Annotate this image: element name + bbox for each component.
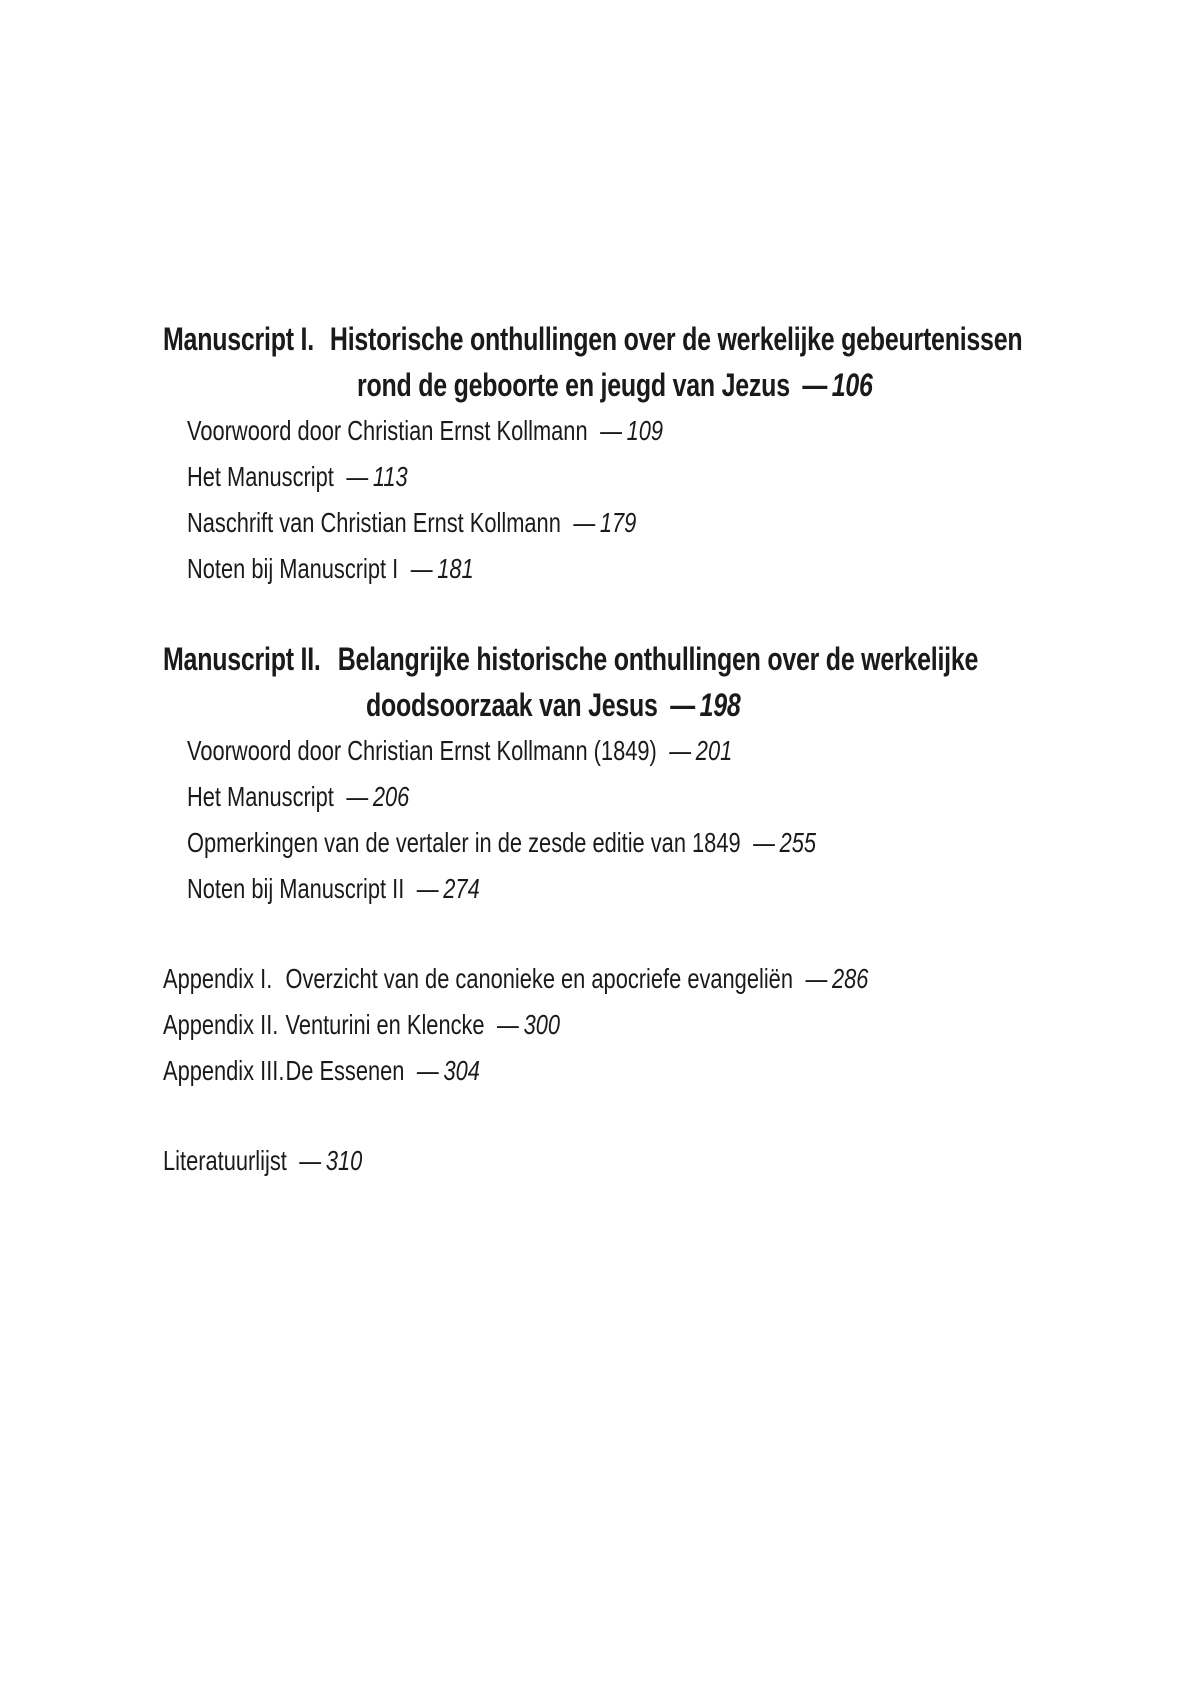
toc-dash: —: [670, 687, 695, 723]
page-number: 106: [831, 367, 873, 403]
toc-dash: —: [497, 1009, 519, 1040]
toc-entry: [163, 408, 1123, 454]
page-number: 181: [437, 553, 474, 584]
page-number: 109: [626, 415, 664, 446]
page-number: 304: [443, 1055, 480, 1086]
appendix-entry: [163, 956, 1123, 1002]
appendix-label: Appendix I.: [163, 963, 273, 994]
entry-title: Het Manuscript: [187, 781, 334, 812]
toc-dash: —: [753, 827, 775, 858]
toc-dash: —: [416, 1055, 439, 1086]
entry-title: Voorwoord door Christian Ernst Kollmann: [187, 415, 588, 446]
page-number: 201: [695, 735, 733, 766]
page-number: 113: [372, 461, 408, 492]
toc-dash: —: [600, 415, 622, 446]
part-title-line2: doodsoorzaak van Jesus: [366, 687, 658, 723]
toc-entry: [163, 500, 1123, 546]
toc-entry: [163, 866, 1123, 912]
bibliography-entry: [163, 1138, 1123, 1184]
part-title-line1: Belangrijke historische onthullingen over de werkelijke: [337, 641, 979, 677]
page-number: 286: [831, 963, 869, 994]
entry-title: De Essenen: [285, 1055, 405, 1086]
page-number: 274: [443, 873, 480, 904]
appendices: [163, 956, 1123, 1094]
toc-entry: [163, 454, 1123, 500]
toc-entry: [163, 728, 1123, 774]
entry-title: Noten bij Manuscript I: [187, 553, 399, 584]
part-manuscript-1: [163, 316, 1123, 592]
appendix-label: Appendix III.: [163, 1055, 285, 1086]
page-number: 179: [599, 507, 637, 538]
part-title-row: [163, 316, 1123, 362]
entry-title: Naschrift van Christian Ernst Kollmann: [187, 507, 561, 538]
appendix-label: Appendix II.: [163, 1009, 279, 1040]
page-number: 198: [699, 687, 741, 723]
part-title-row-2: [163, 682, 1123, 728]
page-number: 206: [372, 781, 410, 812]
toc-dash: —: [410, 553, 433, 584]
toc-dash: —: [299, 1145, 322, 1176]
part-title-line1: Historische onthullingen over de werkelijke gebeurtenissen: [329, 321, 1023, 357]
entry-title: Voorwoord door Christian Ernst Kollmann (1849): [187, 735, 657, 766]
entry-title: Het Manuscript: [187, 461, 334, 492]
part-manuscript-2: [163, 636, 1123, 912]
toc-entry: [163, 774, 1123, 820]
toc-entry: [163, 820, 1123, 866]
entry-title: Literatuurlijst: [163, 1145, 287, 1176]
page-number: 300: [523, 1009, 561, 1040]
toc-dash: —: [346, 461, 369, 492]
toc-dash: —: [573, 507, 596, 538]
toc-dash: —: [805, 963, 828, 994]
appendix-entry: [163, 1002, 1123, 1048]
appendix-entry: [163, 1048, 1123, 1094]
part-label: Manuscript II.: [163, 641, 321, 677]
entry-title: Noten bij Manuscript II: [187, 873, 405, 904]
toc-dash: —: [416, 873, 439, 904]
toc-dash: —: [802, 367, 828, 403]
part-label: Manuscript I.: [163, 321, 314, 357]
part-title-row: [163, 636, 1123, 682]
part-title-line2: rond de geboorte en jeugd van Jezus: [357, 367, 790, 403]
toc-dash: —: [346, 781, 369, 812]
toc-entry: [163, 546, 1123, 592]
page-number: 310: [325, 1145, 363, 1176]
entry-title: Opmerkingen van de vertaler in de zesde editie van 1849: [187, 827, 741, 858]
part-title-row-2: [163, 362, 1123, 408]
entry-title: Overzicht van de canonieke en apocriefe evangeliën: [285, 963, 793, 994]
table-of-contents: [163, 316, 1123, 1184]
entry-title: Venturini en Klencke: [285, 1009, 485, 1040]
page-number: 255: [779, 827, 817, 858]
toc-dash: —: [669, 735, 692, 766]
